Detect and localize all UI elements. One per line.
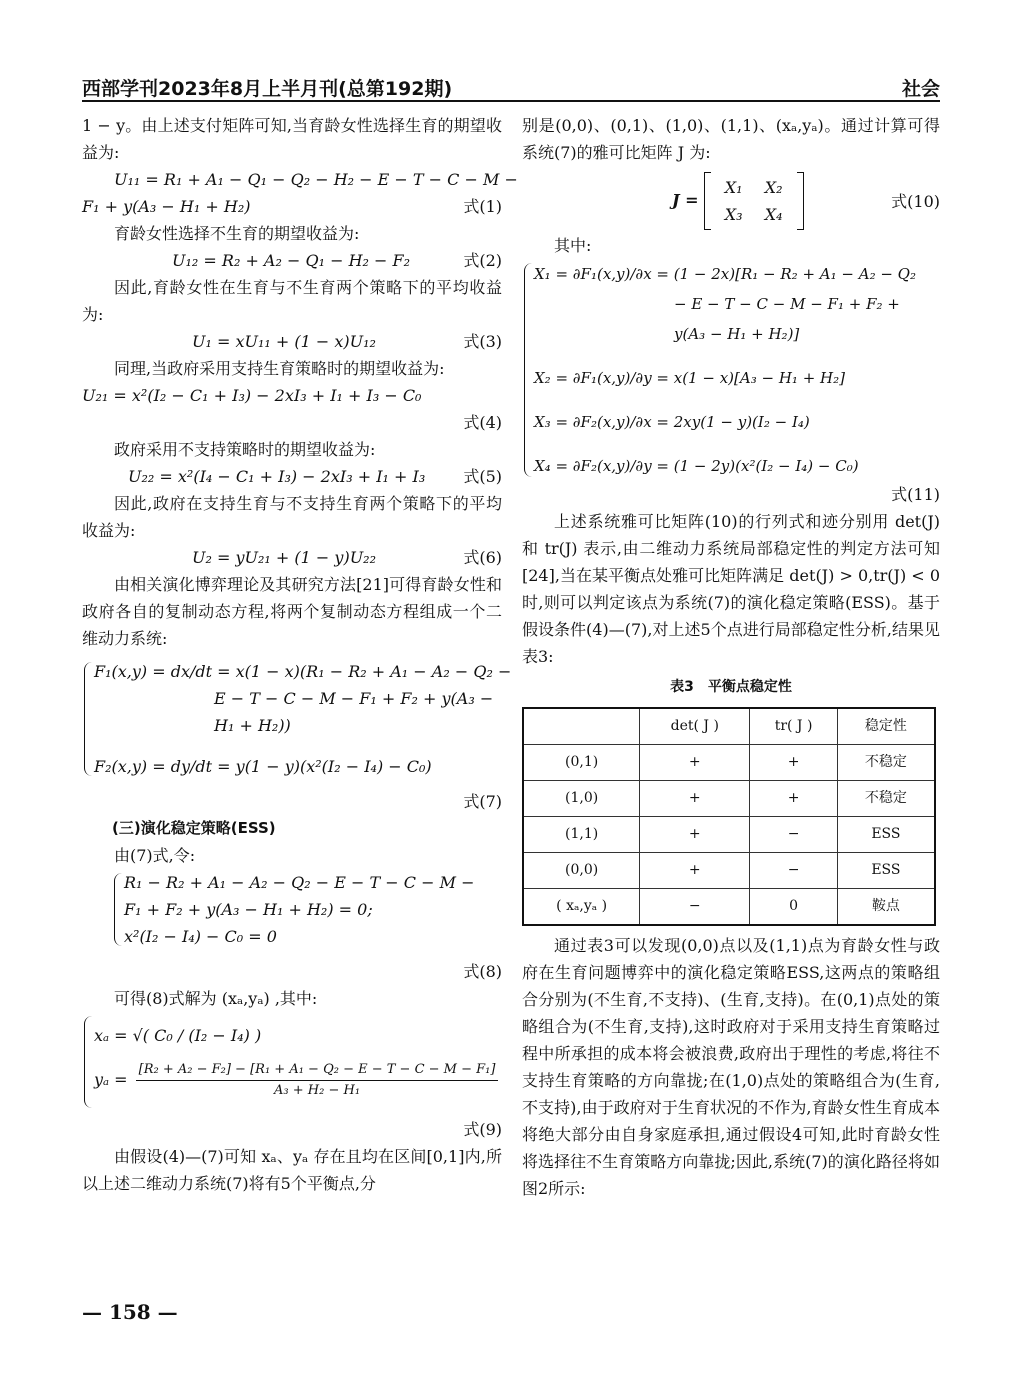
fraction-denominator: A₃ + H₂ − H₁	[274, 1083, 361, 1098]
equation-5: U₂₂ = x²(I₄ − C₁ + I₃) − 2xI₃ + I₁ + I₃ 式(5)	[82, 463, 502, 490]
jacobian-matrix: X₁ X₂ X₃ X₄	[704, 172, 804, 230]
equation-tag: 式(10)	[891, 192, 940, 211]
equation-11-line: X₄ = ∂F₂(x,y)/∂y = (1 − 2y)(x²(I₂ − I₄) − C₀)	[534, 457, 859, 475]
paragraph: 由假设(4)—(7)可知 xₐ、yₐ 存在且均在区间[0,1]内,所以上述二维动力系统(7)将有5个平衡点,分	[82, 1147, 502, 1193]
equation-9-line: xₐ = √( C₀ / (I₂ − I₄) )	[94, 1026, 262, 1045]
paragraph: 由相关演化博弈理论及其研究方法[21]可得育龄女性和政府各自的复制动态方程,将两个复制动态方程组成一个二维动力系统:	[82, 575, 502, 648]
equation-7-line: H₁ + H₂))	[214, 716, 291, 735]
equation-6: U₂ = yU₂₁ + (1 − y)U₂₂ 式(6)	[82, 544, 502, 571]
paragraph: 由(7)式,令:	[114, 846, 196, 865]
equation-2: U₁₂ = R₂ + A₂ − Q₁ − H₂ − F₂ 式(2)	[82, 247, 502, 274]
equation-11-line: − E − T − C − M − F₁ + F₂ +	[674, 295, 900, 313]
equation-4: U₂₁ = x²(I₂ − C₁ + I₃) − 2xI₃ + I₁ + I₃ − C₀	[82, 386, 422, 405]
equation-11-line: X₂ = ∂F₁(x,y)/∂y = x(1 − x)[A₃ − H₁ + H₂]	[534, 369, 845, 387]
table-header-cell: det( J )	[640, 708, 750, 745]
table-row: (0,0) + − ESS	[523, 853, 935, 889]
equation-tag: 式(6)	[463, 548, 502, 567]
right-column	[522, 112, 940, 1202]
equation-8-line: F₁ + F₂ + y(A₃ − H₁ + H₂) = 0;	[124, 900, 373, 919]
table-header-cell	[523, 708, 640, 745]
equation-1-line-1: U₁₁ = R₁ + A₁ − Q₁ − Q₂ − H₂ − E − T − C − M −	[114, 170, 518, 189]
stability-table	[522, 707, 936, 926]
fraction-numerator: [R₂ + A₂ − F₂] − [R₁ + A₁ − Q₂ − E − T − C − M − F₁]	[136, 1060, 499, 1081]
paragraph: 同理,当政府采用支持生育策略时的期望收益为:	[114, 359, 445, 378]
table-row: ( xₐ,yₐ ) − 0 鞍点	[523, 889, 935, 926]
equation-8-system	[112, 869, 502, 950]
table-row: (0,1) + + 不稳定	[523, 745, 935, 781]
table-row: (1,1) + − ESS	[523, 817, 935, 853]
table-row: (1,0) + + 不稳定	[523, 781, 935, 817]
equation-8-line: R₁ − R₂ + A₁ − A₂ − Q₂ − E − T − C − M −	[124, 873, 475, 892]
equation-11-line: X₁ = ∂F₁(x,y)/∂x = (1 − 2x)[R₁ − R₂ + A₁ − A₂ − Q₂	[534, 265, 916, 283]
equation-11-line: y(A₃ − H₁ + H₂)]	[674, 325, 800, 343]
table-title: 表3 平衡点稳定性	[670, 679, 792, 695]
paragraph: 因此,政府在支持生育与不支持生育两个策略下的平均收益为:	[82, 494, 502, 540]
equation-tag: 式(2)	[463, 251, 502, 270]
table-header-cell: tr( J )	[750, 708, 837, 745]
equation-9-line: yₐ = $\frac{\text{[R₂ + A₂ − F₂] − [R₁ + A₁ − Q₂ − E − T − C − M − F₁]}}{\text{A₃ + H₂ − H₁}}$	[94, 1060, 502, 1112]
equation-tag: 式(8)	[463, 962, 502, 981]
equation-11-system	[522, 259, 940, 481]
equation-tag: 式(5)	[463, 467, 502, 486]
equation-11-line: X₃ = ∂F₂(x,y)/∂x = 2xy(1 − y)(I₂ − I₄)	[534, 413, 810, 431]
equation-8-line: x²(I₂ − I₄) − C₀ = 0	[124, 927, 277, 946]
table-header-row	[523, 708, 935, 745]
paragraph: 1 − y。由上述支付矩阵可知,当育龄女性选择生育的期望收益为:	[82, 116, 502, 162]
equation-tag: 式(1)	[463, 197, 502, 216]
equation-7-line: F₂(x,y) = dy/dt = y(1 − y)(x²(I₂ − I₄) − C₀)	[94, 757, 432, 776]
paragraph: 其中:	[554, 236, 592, 255]
section-name: 社会	[901, 78, 940, 100]
section-heading: (三)演化稳定策略(ESS)	[112, 819, 276, 837]
journal-title: 西部学刊2023年8月上半月刊(总第192期)	[82, 78, 453, 100]
table-header-cell: 稳定性	[837, 708, 935, 745]
left-column	[82, 112, 518, 1197]
equation-tag: 式(9)	[463, 1120, 502, 1139]
equation-10: J = X₁ X₂ X₃ X₄ 式(10)	[522, 172, 940, 232]
paragraph: 通过表3可以发现(0,0)点以及(1,1)点为育龄女性与政府在生育问题博弈中的演化稳定策略ESS,这两点的策略组合分别为(不生育,不支持)、(生育,支持)。在(0,1)点处的策略组合为(不生育,支持),这时政府对于采用支持生育策略过程中所承担的成本将会被浪费,政府出于理性的考虑,将往不支持生育策略的方向靠拢;在(1,0)点处的策略组合为(生育,不支持),由于政府对于生育状况的不作为,育龄女性生育成本将绝大部分由自身家庭承担,通过假设4可知,此时育龄女性将选择往不生育策略方向靠拢;因此,系统(7)的演化路径将如图2所示:	[522, 936, 940, 1198]
equation-7-line: F₁(x,y) = dx/dt = x(1 − x)(R₁ − R₂ + A₁ − A₂ − Q₂ −	[94, 662, 512, 681]
equation-7-system	[82, 658, 512, 780]
equation-3: U₁ = xU₁₁ + (1 − x)U₁₂ 式(3)	[82, 328, 502, 355]
equation-7-line: E − T − C − M − F₁ + F₂ + y(A₃ −	[214, 689, 494, 708]
page-header	[82, 72, 940, 102]
equation-9-system	[82, 1012, 502, 1112]
paragraph: 别是(0,0)、(0,1)、(1,0)、(1,1)、(xₐ,yₐ)。通过计算可得系统(7)的雅可比矩阵 J 为:	[522, 116, 940, 162]
paragraph: 因此,育龄女性在生育与不生育两个策略下的平均收益为:	[82, 278, 502, 324]
paragraph: 育龄女性选择不生育的期望收益为:	[114, 224, 360, 243]
equation-1-line-2: F₁ + y(A₃ − H₁ + H₂) 式(1)	[82, 193, 502, 220]
page-number: — 158 —	[82, 1300, 178, 1324]
equation-tag: 式(7)	[463, 792, 502, 811]
paragraph: 可得(8)式解为 (xₐ,yₐ) ,其中:	[114, 989, 318, 1008]
equation-tag: 式(3)	[463, 332, 502, 351]
paragraph: 政府采用不支持策略时的期望收益为:	[114, 440, 376, 459]
equation-tag: 式(11)	[891, 485, 940, 504]
equation-tag: 式(4)	[463, 413, 502, 432]
paragraph: 上述系统雅可比矩阵(10)的行列式和迹分别用 det(J) 和 tr(J) 表示,由二维动力系统局部稳定性的判定方法可知[24],当在某平衡点处雅可比矩阵满足 det(J) > 0,tr(J) < 0时,则可以判定该点为系统(7)的演化稳定策略(ESS)。基于假设条件(4)—(7),对上述5个点进行局部稳定性分析,结果见表3:	[522, 512, 940, 666]
